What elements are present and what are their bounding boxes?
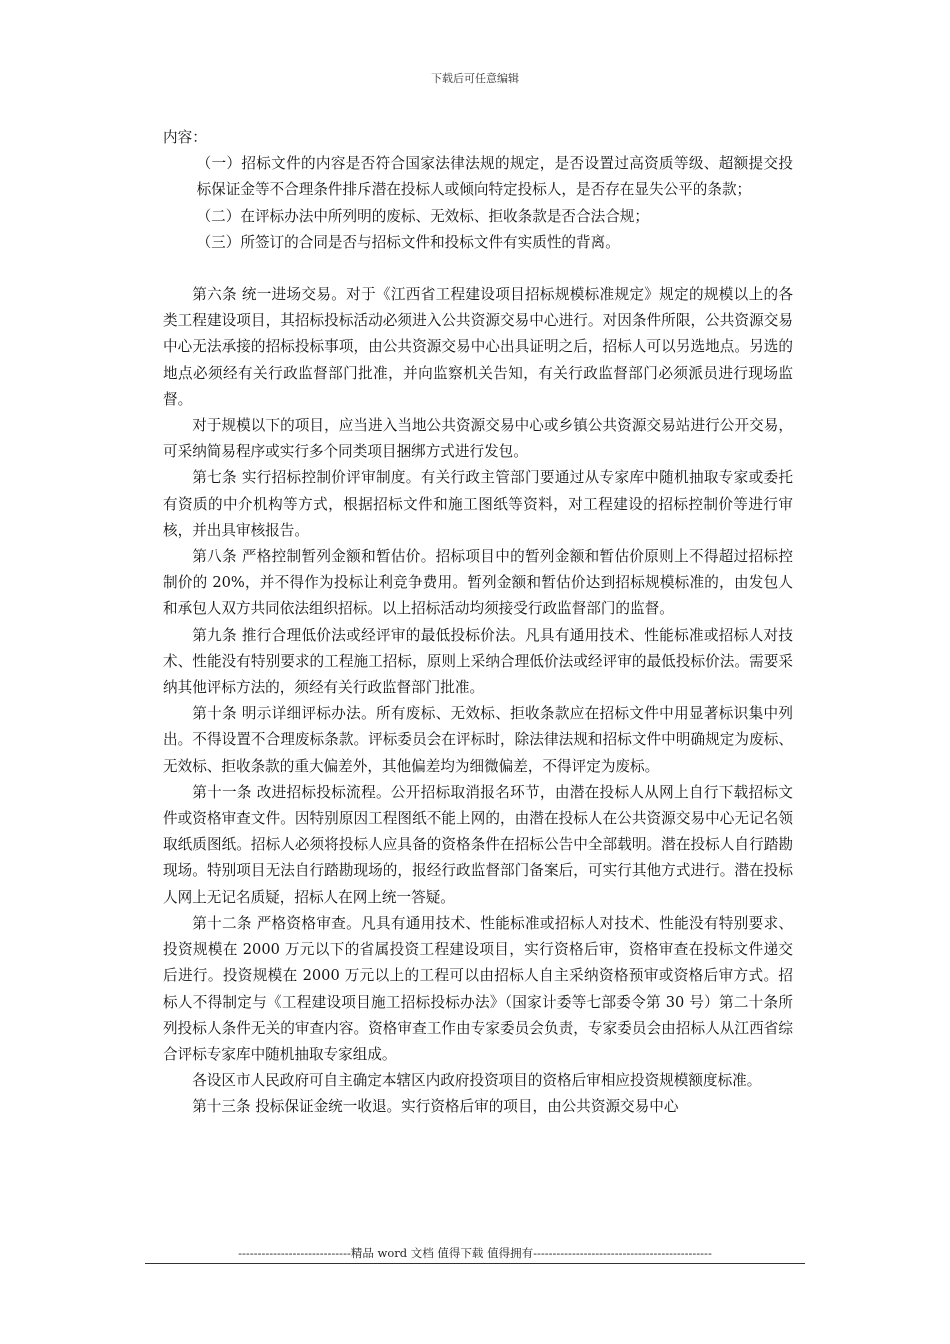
document-body (163, 125, 793, 1121)
article-9: 第九条 推行合理低价法或经评审的最低投标价法。凡具有通用技术、性能标准或招标人对技术、性能没有特别要求的工程施工招标，原则上采纳合理低价法或经评审的最低投标价法。需要采纳其他评标方法的，须经有关行政监督部门批准。 (163, 626, 793, 697)
page-footer: -----------------------------精品 word 文档 值得下载 值得拥有---------------------------------------------- (238, 1246, 712, 1260)
footer-divider (145, 1263, 805, 1264)
article-6: 第六条 统一进场交易。对于《江西省工程建设项目招标规模标准规定》规定的规模以上的各类工程建设项目，其招标投标活动必须进入公共资源交易中心进行。对因条件所限，公共资源交易中心无法承接的招标投标事项，由公共资源交易中心出具证明之后，招标人可以另选地点。另选的地点必须经有关行政监督部门批准，并向监察机关告知，有关行政监督部门必须派员进行现场监督。 (163, 286, 793, 408)
list-item-3: （三）所签订的合同是否与招标文件和投标文件有实质性的背离。 (196, 233, 620, 251)
article-11: 第十一条 改进招标投标流程。公开招标取消报名环节，由潜在投标人从网上自行下载招标文件或资格审查文件。因特别原因工程图纸不能上网的，由潜在投标人在公共资源交易中心无记名领取纸质图纸。招标人必须将投标人应具备的资格条件在招标公告中全部载明。潜在投标人自行踏勘现场。特别项目无法自行踏勘现场的，报经行政监督部门备案后，可实行其他方式进行。潜在投标人网上无记名质疑，招标人在网上统一答疑。 (163, 783, 793, 906)
article-12: 第十二条 严格资格审查。凡具有通用技术、性能标准或招标人对技术、性能没有特别要求、投资规模在 2000 万元以下的省属投资工程建设项目，实行资格后审，资格审查在投标文件递交后进行。投资规模在 2000 万元以上的工程可以由招标人自主采纳资格预审或资格后审方式。招标人不得制定与《工程建设项目施工招标投标办法》（国家计委等七部委令第 30 号）第二十条所列投标人条件无关的审查内容。资格审查工作由专家委员会负责，专家委员会由招标人从江西省综合评标专家库中随机抽取专家组成。 (163, 914, 793, 1063)
lead-line: 内容： (163, 129, 207, 146)
paragraph-gap (163, 256, 793, 282)
article-13: 第十三条 投标保证金统一收退。实行资格后审的项目，由公共资源交易中心 (192, 1098, 679, 1116)
article-10: 第十条 明示详细评标办法。所有废标、无效标、拒收条款应在招标文件中用显著标识集中列出。不得设置不合理废标条款。评标委员会在评标时，除法律法规和招标文件中明确规定为废标、无效标、拒收条款的重大偏差外，其他偏差均为细微偏差，不得评定为废标。 (163, 705, 793, 775)
article-12-note: 各设区市人民政府可自主确定本辖区内政府投资项目的资格后审相应投资规模额度标准。 (192, 1072, 762, 1090)
list-item-1: （一）招标文件的内容是否符合国家法律法规的规定，是否设置过高资质等级、超额提交投标保证金等不合理条件排斥潜在投标人或倾向特定投标人，是否存在显失公平的条款； (196, 155, 793, 199)
list-item-2: （二）在评标办法中所列明的废标、无效标、拒收条款是否合法合规； (196, 207, 649, 225)
page-header: 下载后可任意编辑 (431, 72, 519, 85)
article-6-note: 对于规模以下的项目，应当进入当地公共资源交易中心或乡镇公共资源交易站进行公开交易，可采纳简易程序或实行多个同类项目捆绑方式进行发包。 (163, 417, 793, 461)
article-7: 第七条 实行招标控制价评审制度。有关行政主管部门要通过从专家库中随机抽取专家或委托有资质的中介机构等方式，根据招标文件和施工图纸等资料，对工程建设的招标控制价等进行审核，并出具审核报告。 (163, 469, 793, 539)
article-8: 第八条 严格控制暂列金额和暂估价。招标项目中的暂列金额和暂估价原则上不得超过招标控制价的 20%，并不得作为投标让利竞争费用。暂列金额和暂估价达到招标规模标准的，由发包人和承包人双方共同依法组织招标。以上招标活动均须接受行政监督部门的监督。 (163, 548, 793, 618)
